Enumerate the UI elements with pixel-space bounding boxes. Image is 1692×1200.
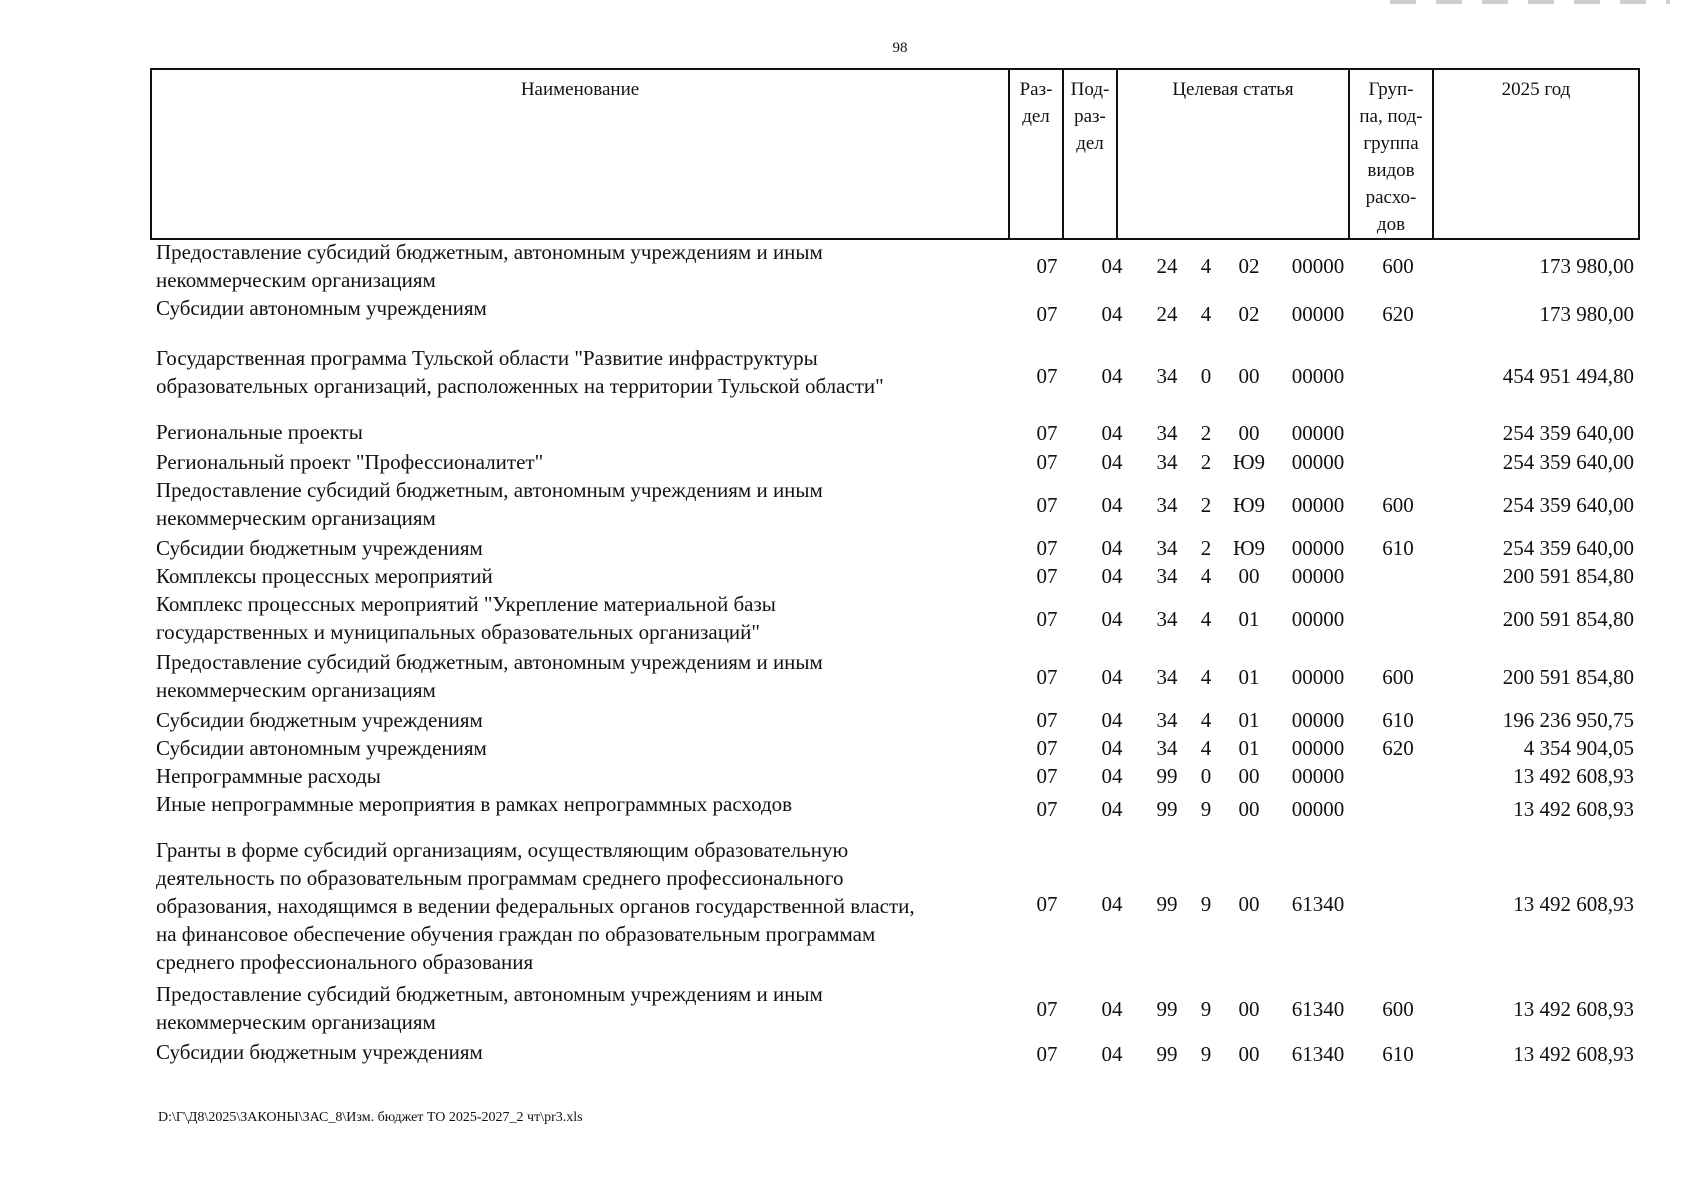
row-name-line: Гранты в форме субсидий организациям, осуществляющим образовательную (156, 838, 849, 862)
page-number: 98 (892, 40, 908, 56)
row-name (156, 706, 1016, 734)
table-row (150, 790, 1640, 828)
row-amount: 254 359 640,00 (1502, 493, 1634, 517)
table-row (150, 448, 1640, 476)
row-target-part: Ю9 (1232, 493, 1266, 517)
row-amount: 254 359 640,00 (1502, 536, 1634, 560)
row-group: 610 (1382, 1042, 1414, 1066)
row-name-line: Субсидии бюджетным учреждениям (156, 1040, 483, 1064)
row-amount: 13 492 608,93 (1513, 764, 1634, 788)
row-name-line: Комплексы процессных мероприятий (156, 564, 493, 588)
header-group-line: расхо- (1365, 187, 1417, 208)
row-target-part: 61340 (1291, 1042, 1345, 1066)
row-target-part: 00 (1238, 764, 1260, 788)
row-name (156, 762, 1016, 790)
row-target-part: 9 (1200, 797, 1212, 821)
row-name-line: Комплекс процессных мероприятий "Укрепление материальной базы (156, 592, 776, 616)
row-target-part: 4 (1200, 564, 1212, 588)
row-target-part: 00 (1238, 364, 1260, 388)
row-group: 620 (1382, 302, 1414, 326)
header-name-text: Наименование (520, 79, 640, 100)
row-name-line: образовательных организаций, расположенных на территории Тульской области" (156, 374, 884, 398)
row-target-part: 61340 (1291, 997, 1345, 1021)
row-podrazdel: 04 (1101, 536, 1123, 560)
header-group-line: группа (1363, 133, 1419, 154)
row-name (156, 590, 1016, 646)
header-podrazdel-line: дел (1076, 133, 1104, 154)
row-name-line: Предоставление субсидий бюджетным, автономным учреждениям и иным (156, 982, 823, 1006)
row-target-part: 00000 (1291, 493, 1345, 517)
row-podrazdel: 04 (1101, 764, 1123, 788)
row-group: 600 (1382, 493, 1414, 517)
row-name (156, 648, 1016, 704)
row-podrazdel: 04 (1101, 564, 1123, 588)
header-group-line: видов (1367, 160, 1415, 181)
row-name (156, 344, 1016, 400)
row-target-part: 99 (1156, 997, 1178, 1021)
row-target-part: 00000 (1291, 564, 1345, 588)
row-target-part: 00 (1238, 797, 1260, 821)
row-target-part: 9 (1200, 997, 1212, 1021)
row-razdel: 07 (1036, 493, 1058, 517)
row-target-part: 2 (1200, 493, 1212, 517)
row-target-part: 34 (1156, 536, 1178, 560)
row-target-part: 4 (1200, 708, 1212, 732)
row-target-part: 00 (1238, 564, 1260, 588)
row-podrazdel: 04 (1101, 892, 1123, 916)
header-razdel-line: Раз- (1019, 79, 1053, 100)
header-podrazdel-line: раз- (1074, 106, 1106, 127)
header-razdel-line: дел (1022, 106, 1050, 127)
table-row (150, 294, 1640, 334)
row-razdel: 07 (1036, 665, 1058, 689)
row-target-part: 24 (1156, 302, 1178, 326)
header-year-text: 2025 год (1501, 79, 1571, 100)
row-amount: 13 492 608,93 (1513, 892, 1634, 916)
row-group: 620 (1382, 736, 1414, 760)
row-target-part: 34 (1156, 421, 1178, 445)
row-target-part: 9 (1200, 1042, 1212, 1066)
row-razdel: 07 (1036, 302, 1058, 326)
row-group: 600 (1382, 997, 1414, 1021)
row-podrazdel: 04 (1101, 797, 1123, 821)
row-amount: 454 951 494,80 (1502, 364, 1634, 388)
row-razdel: 07 (1036, 364, 1058, 388)
row-group: 600 (1382, 665, 1414, 689)
row-target-part: 01 (1238, 736, 1260, 760)
row-target-part: 34 (1156, 493, 1178, 517)
table-row (150, 238, 1640, 294)
row-razdel: 07 (1036, 421, 1058, 445)
row-razdel: 07 (1036, 736, 1058, 760)
row-podrazdel: 04 (1101, 493, 1123, 517)
row-podrazdel: 04 (1101, 708, 1123, 732)
row-name-line: Субсидии бюджетным учреждениям (156, 536, 483, 560)
row-name-line: Региональные проекты (156, 420, 363, 444)
table-row (150, 562, 1640, 590)
row-group: 610 (1382, 708, 1414, 732)
row-name-line: некоммерческим организациям (156, 506, 436, 530)
row-name-line: Предоставление субсидий бюджетным, автономным учреждениям и иным (156, 240, 823, 264)
row-razdel: 07 (1036, 997, 1058, 1021)
row-target-part: 00000 (1291, 302, 1345, 326)
row-name (156, 476, 1016, 532)
row-target-part: 00000 (1291, 254, 1345, 278)
row-amount: 173 980,00 (1539, 302, 1634, 326)
row-name-line: Предоставление субсидий бюджетным, автономным учреждениям и иным (156, 478, 823, 502)
row-target-part: 01 (1238, 607, 1260, 631)
row-target-part: 00 (1238, 1042, 1260, 1066)
table-row (150, 980, 1640, 1038)
row-podrazdel: 04 (1101, 364, 1123, 388)
row-name-line: Субсидии автономным учреждениям (156, 296, 487, 320)
row-name (156, 534, 1016, 562)
row-target-part: 34 (1156, 364, 1178, 388)
row-target-part: 4 (1200, 302, 1212, 326)
row-target-part: 99 (1156, 764, 1178, 788)
row-name-line: Субсидии бюджетным учреждениям (156, 708, 483, 732)
row-razdel: 07 (1036, 450, 1058, 474)
header-target-text: Целевая статья (1172, 79, 1294, 100)
header-group-line: дов (1376, 214, 1406, 235)
row-target-part: 00000 (1291, 450, 1345, 474)
row-target-part: 34 (1156, 564, 1178, 588)
row-target-part: 4 (1200, 665, 1212, 689)
row-target-part: 34 (1156, 665, 1178, 689)
footer-file-path: D:\Г\Д8\2025\ЗАКОНЫ\ЗАС_8\Изм. бюджет ТО 2025-2027_2 чт\pr3.xls (158, 1110, 583, 1125)
header-razdel (1009, 69, 1063, 239)
row-razdel: 07 (1036, 797, 1058, 821)
row-podrazdel: 04 (1101, 254, 1123, 278)
row-podrazdel: 04 (1101, 607, 1123, 631)
row-razdel: 07 (1036, 607, 1058, 631)
row-amount: 13 492 608,93 (1513, 797, 1634, 821)
row-name (156, 836, 1016, 976)
row-razdel: 07 (1036, 764, 1058, 788)
row-podrazdel: 04 (1101, 997, 1123, 1021)
row-target-part: 0 (1200, 764, 1212, 788)
row-name-line: Непрограммные расходы (156, 764, 381, 788)
header-podrazdel (1063, 69, 1117, 239)
row-target-part: Ю9 (1232, 536, 1266, 560)
row-name (156, 448, 1016, 476)
row-target-part: 34 (1156, 450, 1178, 474)
row-target-part: 00000 (1291, 536, 1345, 560)
table-row (150, 828, 1640, 980)
row-name-line: образования, находящимся в ведении федеральных органов государственной власти, (156, 894, 915, 918)
row-target-part: 4 (1200, 736, 1212, 760)
row-podrazdel: 04 (1101, 1042, 1123, 1066)
row-amount: 4 354 904,05 (1523, 736, 1634, 760)
row-name (156, 418, 1016, 446)
row-name-line: среднего профессионального образования (156, 950, 534, 974)
row-target-part: 34 (1156, 607, 1178, 631)
table-row (150, 1038, 1640, 1070)
row-target-part: 00000 (1291, 797, 1345, 821)
row-target-part: 2 (1200, 536, 1212, 560)
table-row (150, 334, 1640, 418)
row-name-line: Государственная программа Тульской области "Развитие инфраструктуры (156, 346, 818, 370)
header-group-line: па, под- (1359, 106, 1423, 127)
row-target-part: 00000 (1291, 665, 1345, 689)
row-name-line: на финансовое обеспечение обучения граждан по образовательным программам (156, 922, 876, 946)
row-target-part: 2 (1200, 450, 1212, 474)
row-target-part: 00 (1238, 892, 1260, 916)
row-target-part: 34 (1156, 736, 1178, 760)
row-podrazdel: 04 (1101, 665, 1123, 689)
header-target (1117, 69, 1349, 239)
header-group-line: Груп- (1368, 79, 1414, 100)
table-body (150, 238, 1640, 1070)
row-target-part: 24 (1156, 254, 1178, 278)
row-target-part: 0 (1200, 364, 1212, 388)
row-razdel: 07 (1036, 536, 1058, 560)
row-name (156, 562, 1016, 590)
row-razdel: 07 (1036, 708, 1058, 732)
row-group: 610 (1382, 536, 1414, 560)
row-target-part: 00000 (1291, 421, 1345, 445)
row-target-part: 00000 (1291, 764, 1345, 788)
header-year (1433, 69, 1639, 239)
row-amount: 13 492 608,93 (1513, 997, 1634, 1021)
table-row (150, 418, 1640, 448)
row-name (156, 294, 1016, 322)
header-name (151, 69, 1009, 239)
row-name (156, 734, 1016, 762)
row-name-line: Региональный проект "Профессионалитет" (156, 450, 544, 474)
row-name-line: Иные непрограммные мероприятия в рамках непрограммных расходов (156, 792, 793, 816)
row-razdel: 07 (1036, 254, 1058, 278)
row-target-part: Ю9 (1232, 450, 1266, 474)
row-podrazdel: 04 (1101, 450, 1123, 474)
row-razdel: 07 (1036, 892, 1058, 916)
row-target-part: 2 (1200, 421, 1212, 445)
row-amount: 200 591 854,80 (1502, 665, 1634, 689)
row-podrazdel: 04 (1101, 736, 1123, 760)
table-row (150, 734, 1640, 762)
row-name-line: Предоставление субсидий бюджетным, автономным учреждениям и иным (156, 650, 823, 674)
row-target-part: 34 (1156, 708, 1178, 732)
row-podrazdel: 04 (1101, 421, 1123, 445)
row-target-part: 01 (1238, 665, 1260, 689)
row-target-part: 00000 (1291, 607, 1345, 631)
row-target-part: 99 (1156, 797, 1178, 821)
row-name (156, 790, 1016, 818)
row-group: 600 (1382, 254, 1414, 278)
row-target-part: 00000 (1291, 708, 1345, 732)
row-amount: 254 359 640,00 (1502, 450, 1634, 474)
row-razdel: 07 (1036, 564, 1058, 588)
row-name-line: Субсидии автономным учреждениям (156, 736, 487, 760)
row-name-line: некоммерческим организациям (156, 268, 436, 292)
row-name-line: государственных и муниципальных образовательных организаций" (156, 620, 760, 644)
row-target-part: 02 (1238, 254, 1260, 278)
row-name-line: некоммерческим организациям (156, 1010, 436, 1034)
table-row (150, 706, 1640, 734)
table-header (150, 68, 1640, 240)
header-group (1349, 69, 1433, 239)
row-amount: 13 492 608,93 (1513, 1042, 1634, 1066)
row-target-part: 00 (1238, 421, 1260, 445)
row-target-part: 99 (1156, 892, 1178, 916)
header-podrazdel-line: Под- (1070, 79, 1110, 100)
row-name (156, 1038, 1016, 1066)
row-target-part: 4 (1200, 607, 1212, 631)
row-target-part: 01 (1238, 708, 1260, 732)
scan-edge-marks (1390, 0, 1670, 4)
row-target-part: 00 (1238, 997, 1260, 1021)
row-amount: 254 359 640,00 (1502, 421, 1634, 445)
row-target-part: 00000 (1291, 736, 1345, 760)
row-razdel: 07 (1036, 1042, 1058, 1066)
row-target-part: 61340 (1291, 892, 1345, 916)
row-amount: 196 236 950,75 (1502, 708, 1634, 732)
row-name (156, 980, 1016, 1036)
row-target-part: 00000 (1291, 364, 1345, 388)
row-name-line: некоммерческим организациям (156, 678, 436, 702)
table-row (150, 590, 1640, 648)
table-row (150, 648, 1640, 706)
row-amount: 173 980,00 (1539, 254, 1634, 278)
row-amount: 200 591 854,80 (1502, 564, 1634, 588)
row-target-part: 4 (1200, 254, 1212, 278)
row-target-part: 9 (1200, 892, 1212, 916)
table-row (150, 476, 1640, 534)
table-row (150, 534, 1640, 562)
row-target-part: 02 (1238, 302, 1260, 326)
row-target-part: 99 (1156, 1042, 1178, 1066)
row-name-line: деятельность по образовательным программам среднего профессионального (156, 866, 844, 890)
table-row (150, 762, 1640, 790)
row-podrazdel: 04 (1101, 302, 1123, 326)
row-amount: 200 591 854,80 (1502, 607, 1634, 631)
row-name (156, 238, 1016, 294)
